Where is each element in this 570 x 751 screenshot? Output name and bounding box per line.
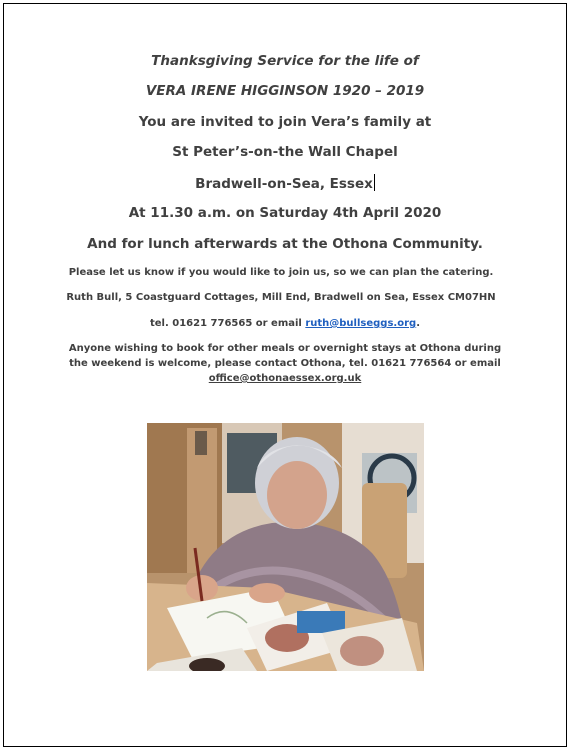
rsvp-line: Please let us know if you would like to join us, so we can plan the catering.: [68, 267, 494, 278]
booking-para-line3: [4, 373, 566, 384]
name-and-years: VERA IRENE HIGGINSON 1920 – 2019: [145, 83, 425, 99]
lunch-line: And for lunch afterwards at the Othona Community.: [87, 236, 483, 252]
booking-para-line2: the weekend is welcome, please contact Othona, tel. 01621 776564 or email: [69, 358, 501, 369]
ruth-email-link[interactable]: ruth@bullseggs.org: [305, 318, 417, 329]
contact-period: .: [416, 318, 420, 329]
invite-line: You are invited to join Vera’s family at: [138, 114, 432, 130]
othona-email-link[interactable]: office@othonaessex.org.uk: [208, 373, 362, 384]
time-line: At 11.30 a.m. on Saturday 4th April 2020: [128, 205, 442, 221]
text-cursor: [374, 174, 375, 191]
service-heading: Thanksgiving Service for the life of: [151, 53, 419, 69]
location-text: Bradwell-on-Sea, Essex: [195, 176, 373, 192]
contact-text: tel. 01621 776565 or email: [149, 318, 306, 329]
chapel-line: St Peter’s-on-the Wall Chapel: [172, 144, 398, 160]
document-page: [3, 3, 567, 747]
contact-line: [4, 318, 566, 329]
address-line: Ruth Bull, 5 Coastguard Cottages, Mill End, Bradwell on Sea, Essex CM07HN: [66, 292, 496, 303]
location-line: [4, 174, 566, 192]
booking-para-line1: Anyone wishing to book for other meals or overnight stays at Othona during: [68, 343, 502, 354]
portrait-photo: [147, 423, 424, 671]
photo-illustration: [147, 423, 424, 671]
